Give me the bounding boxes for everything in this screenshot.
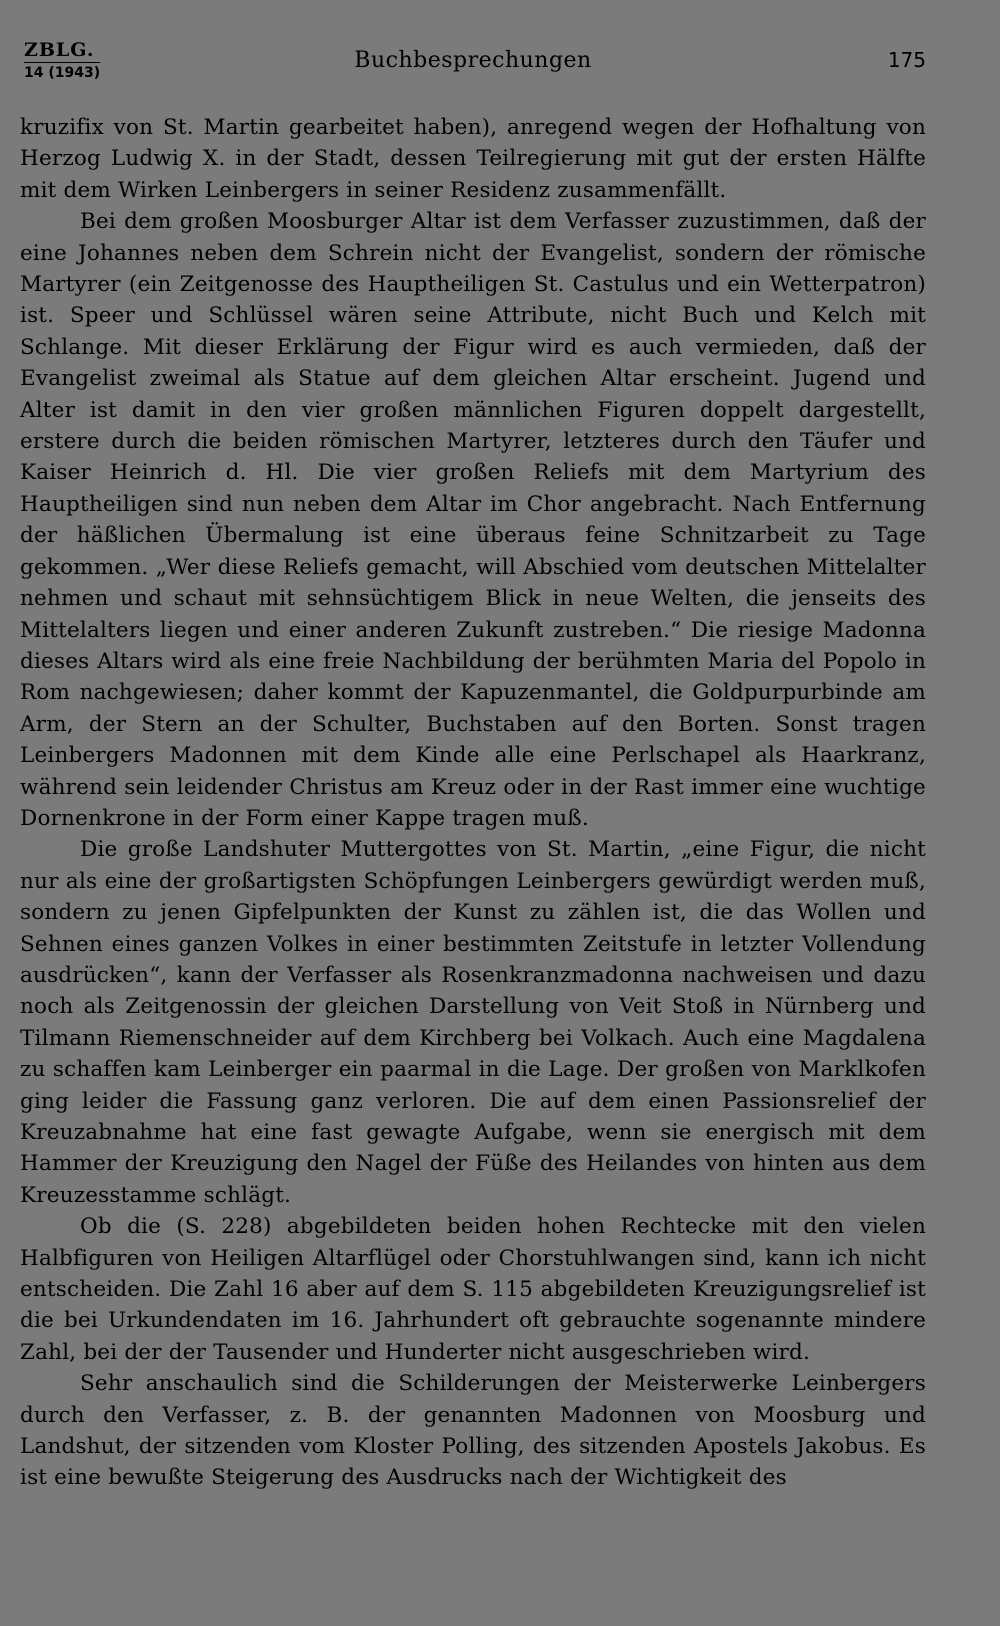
book-page [20, 40, 926, 1600]
running-title: Buchbesprechungen [354, 48, 592, 73]
body-text [20, 112, 926, 1494]
paragraph-continuation: kruzifix von St. Martin gearbeitet haben), anregend wegen der Hofhaltung von Herzog Ludwig X. in der Stadt, dessen Teilregierung mit gut der ersten Hälfte mit dem Wirken Leinbergers in seiner Residenz zusammenfällt. [20, 115, 926, 203]
page-header [20, 40, 926, 92]
paragraph-moosburg-altar: Bei dem großen Moosburger Altar ist dem Verfasser zuzustimmen, daß der eine Johannes neben dem Schrein nicht der Evangelist, sondern der römische Martyrer (ein Zeitgenosse des Hauptheiligen St. Castulus und ein Wetterpatron) ist. Speer und Schlüssel wären seine Attribute, nicht Buch und Kelch mit Schlange. Mit dieser Erklärung der Figur wird es auch vermieden, daß der Evangelist zweimal als Statue auf dem gleichen Altar erscheint. Jugend und Alter ist damit in den vier großen männlichen Figuren doppelt dargestellt, erstere durch die beiden römischen Martyrer, letzteres durch den Täufer und Kaiser Heinrich d. Hl. Die vier großen Reliefs mit dem Martyrium des Hauptheiligen sind nun neben dem Altar im Chor angebracht. Nach Entfernung der häßlichen Übermalung ist eine überaus feine Schnitzarbeit zu Tage gekommen. „Wer diese Reliefs gemacht, will Abschied vom deutschen Mittelalter nehmen und schaut mit sehnsüchtigem Blick in neue Welten, die jenseits des Mittelalters liegen und einer anderen Zukunft zustreben.“ Die riesige Madonna dieses Altars wird als eine freie Nachbildung der berühmten Maria del Popolo in Rom nachgewiesen; daher kommt der Kapuzenmantel, die Goldpurpurbinde am Arm, der Stern an der Schulter, Buchstaben auf den Borten. Sonst tragen Leinbergers Madonnen mit dem Kinde alle eine Perlschapel als Haarkranz, während sein leidender Christus am Kreuz oder in der Rast immer eine wuchtige Dornenkrone in der Form einer Kappe tragen muß. [20, 209, 926, 831]
journal-volume: 14 (1943) [24, 65, 101, 81]
paragraph-halbfiguren: Ob die (S. 228) abgebildeten beiden hohen Rechtecke mit den vielen Halbfiguren von Heiligen Altarflügel oder Chorstuhlwangen sind, kann ich nicht entscheiden. Die Zahl 16 aber auf dem S. 115 abgebildeten Kreuzigungsrelief ist die bei Urkundendaten im 16. Jahrhundert oft gebrauchte sogenannte mindere Zahl, bei der der Tausender und Hunderter nicht ausgeschrieben wird. [20, 1214, 926, 1365]
page-number: 175 [887, 48, 926, 72]
journal-abbreviation: ZBLG. [24, 39, 95, 61]
paragraph-schilderungen: Sehr anschaulich sind die Schilderungen der Meisterwerke Leinbergers durch den Verfasser, z. B. der genannten Madonnen von Moosburg und Landshut, der sitzenden vom Kloster Polling, des sitzenden Apostels Jakobus. Es ist eine bewußte Steigerung des Ausdrucks nach der Wichtigkeit des [20, 1371, 926, 1491]
paragraph-landshut-madonna: Die große Landshuter Muttergottes von St. Martin, „eine Figur, die nicht nur als eine der großartigsten Schöpfungen Leinbergers gewürdigt werden muß, sondern zu jenen Gipfelpunkten der Kunst zu zählen ist, die das Wollen und Sehnen eines ganzen Volkes in einer bestimmten Zeitstufe in letzter Vollendung ausdrücken“, kann der Verfasser als Rosenkranzmadonna nachweisen und dazu noch als Zeitgenossin der gleichen Darstellung von Veit Stoß in Nürnberg und Tilmann Riemenschneider auf dem Kirchberg bei Volkach. Auch eine Magdalena zu schaffen kam Leinberger ein paarmal in die Lage. Der großen von Marklkofen ging leider die Fassung ganz verloren. Die auf dem einen Passionsrelief der Kreuzabnahme hat eine fast gewagte Aufgabe, wenn sie energisch mit dem Hammer der Kreuzigung den Nagel der Füße des Heilandes von hinten aus dem Kreuzesstamme schlägt. [20, 837, 926, 1208]
